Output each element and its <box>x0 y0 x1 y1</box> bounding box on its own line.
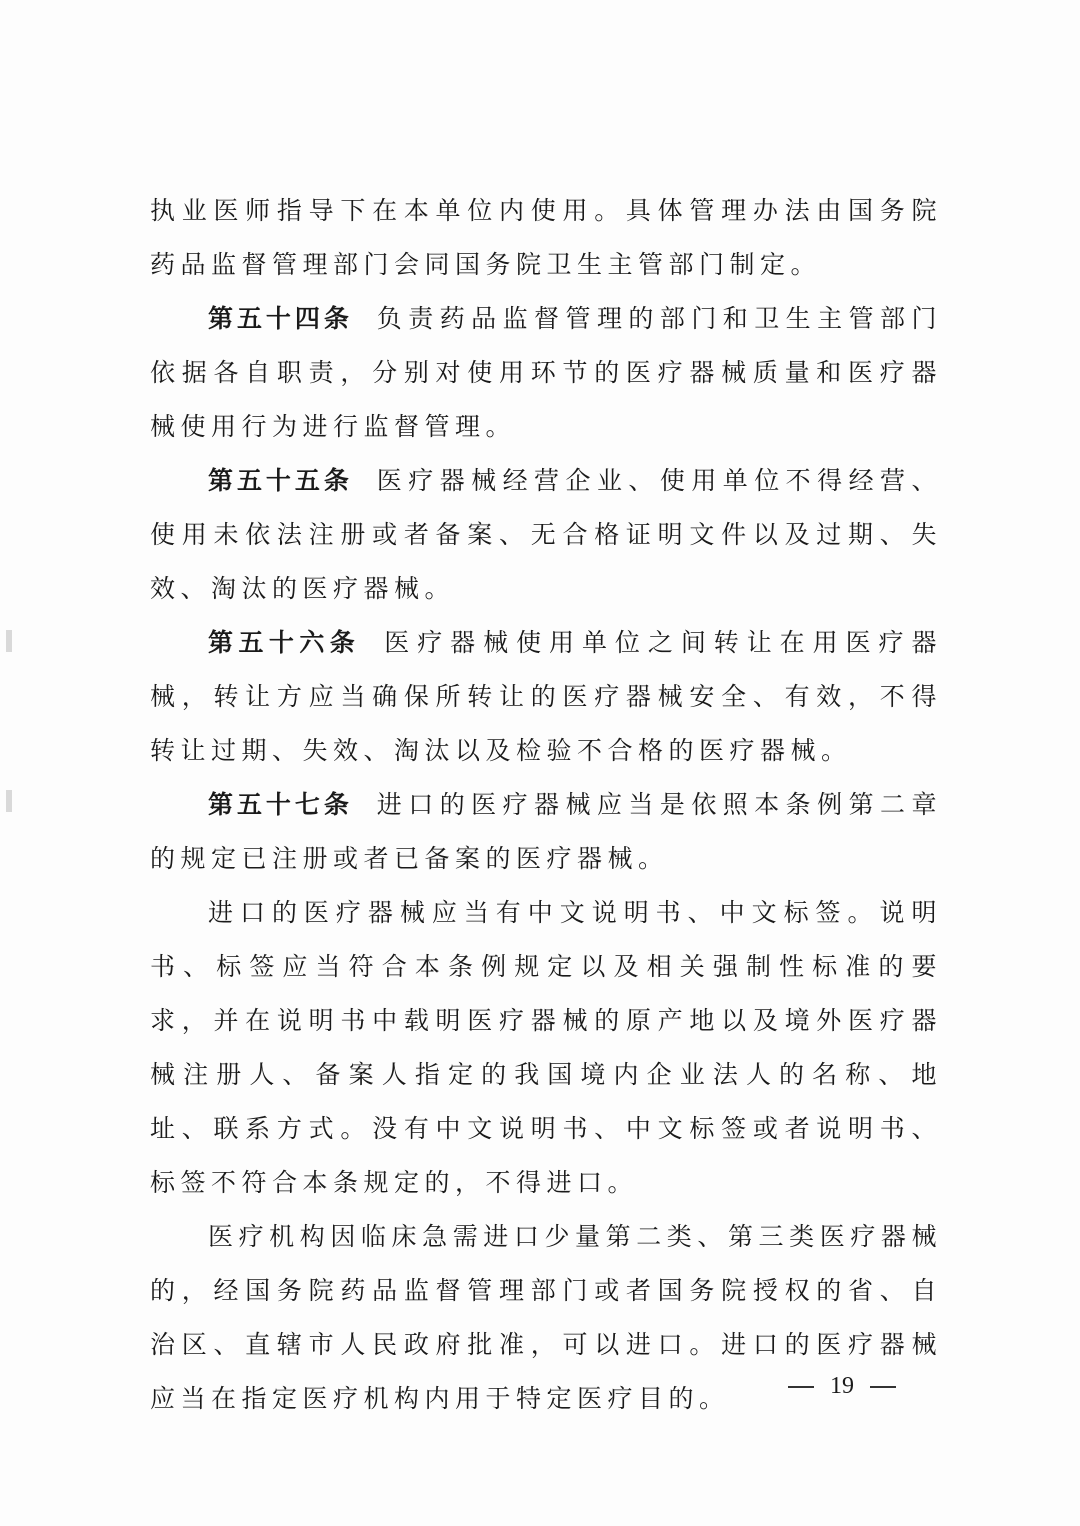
paragraph-text: 负责药品监督管理的部门和卫生主管部门依据各自职责，分别对使用环节的医疗器械质量和医疗器械使用行为进行监督管理。 <box>150 304 942 441</box>
page-number <box>772 1368 912 1404</box>
scan-mark <box>6 790 12 812</box>
article-title: 第五十四条 <box>208 304 353 333</box>
paragraph <box>150 184 942 292</box>
paragraph <box>150 886 942 1210</box>
paragraph-text: 医疗器械使用单位之间转让在用医疗器械，转让方应当确保所转让的医疗器械安全、有效，不得转让过期、失效、淘汰以及检验不合格的医疗器械。 <box>150 628 942 765</box>
dash-right <box>870 1386 896 1388</box>
page-footer <box>0 1368 1080 1408</box>
article-title: 第五十七条 <box>208 790 353 819</box>
article-56 <box>150 616 942 778</box>
scan-mark <box>6 630 12 652</box>
paragraph-text: 医疗机构因临床急需进口少量第二类、第三类医疗器械的，经国务院药品监督管理部门或者国务院授权的省、自治区、直辖市人民政府批准，可以进口。进口的医疗器械应当在指定医疗机构内用于特定医疗目的。 <box>150 1222 942 1413</box>
article-57 <box>150 778 942 886</box>
paragraph-text: 进口的医疗器械应当是依照本条例第二章的规定已注册或者已备案的医疗器械。 <box>150 790 942 873</box>
dash-left <box>788 1386 814 1388</box>
article-title: 第五十五条 <box>208 466 353 495</box>
paragraph-text: 执业医师指导下在本单位内使用。具体管理办法由国务院药品监督管理部门会同国务院卫生主管部门制定。 <box>150 196 942 279</box>
paragraph-text: 进口的医疗器械应当有中文说明书、中文标签。说明书、标签应当符合本条例规定以及相关强制性标准的要求，并在说明书中载明医疗器械的原产地以及境外医疗器械注册人、备案人指定的我国境内企业法人的名称、地址、联系方式。没有中文说明书、中文标签或者说明书、标签不符合本条规定的，不得进口。 <box>150 898 942 1197</box>
article-55 <box>150 454 942 616</box>
document-body <box>150 184 942 1426</box>
article-54 <box>150 292 942 454</box>
paragraph-text: 医疗器械经营企业、使用单位不得经营、使用未依法注册或者备案、无合格证明文件以及过期、失效、淘汰的医疗器械。 <box>150 466 942 603</box>
page-number-value: 19 <box>830 1373 854 1399</box>
article-title: 第五十六条 <box>208 628 361 657</box>
